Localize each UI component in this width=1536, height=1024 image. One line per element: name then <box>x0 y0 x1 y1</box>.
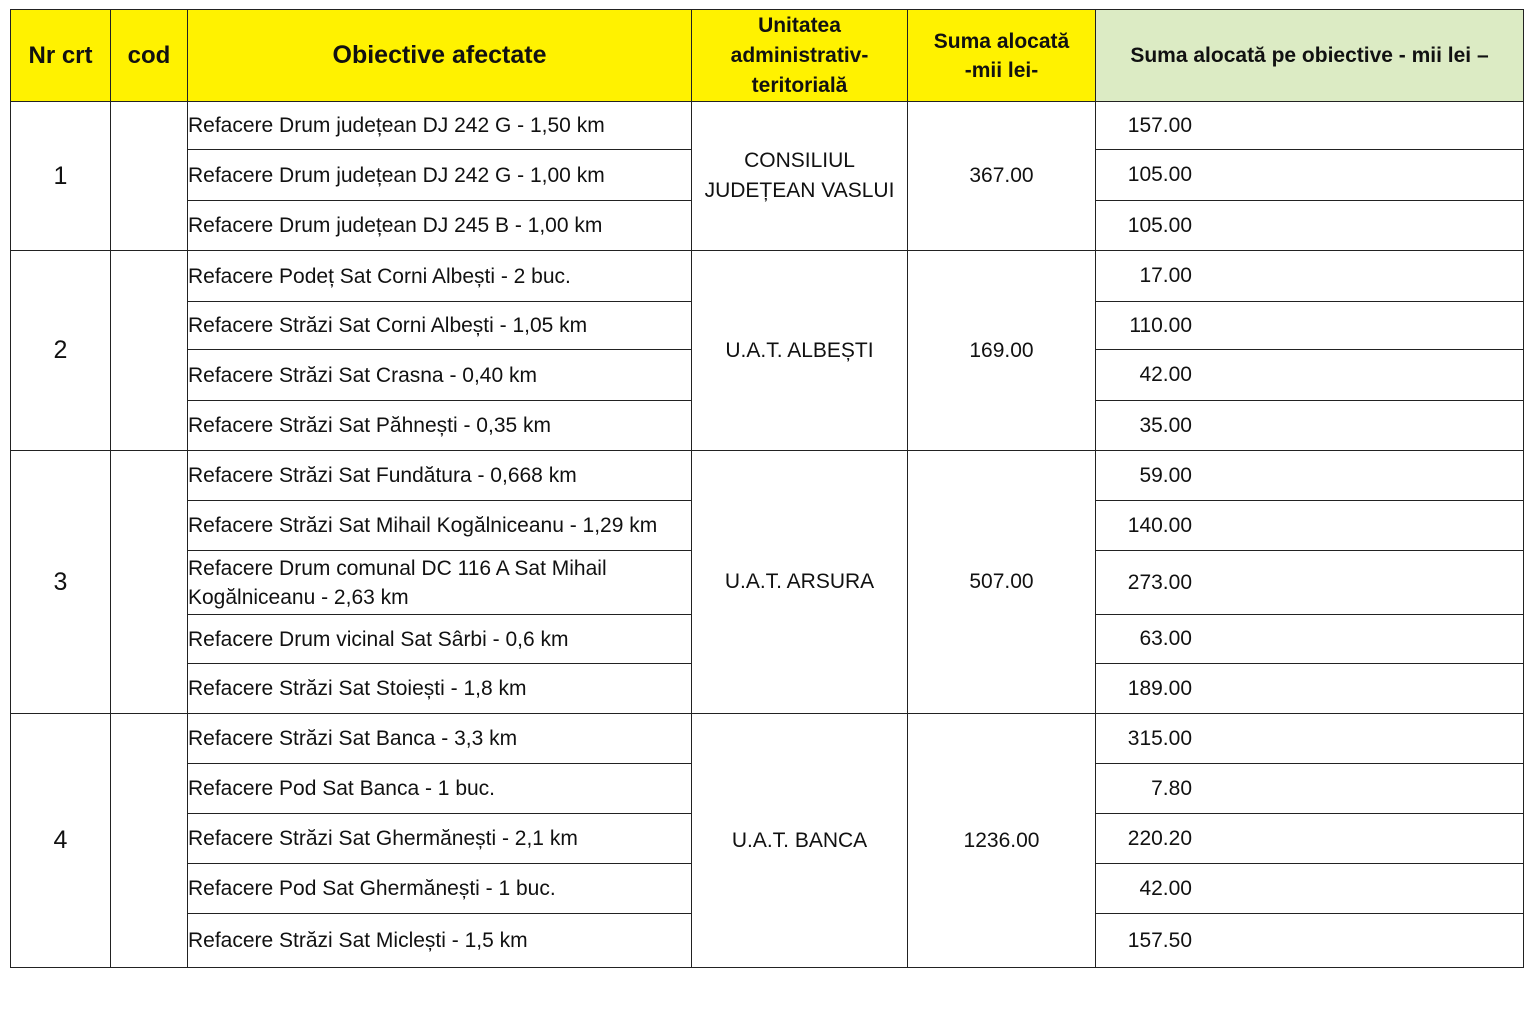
suma-obiectiv-cell <box>1096 251 1524 302</box>
uat-line: CONSILIUL <box>744 149 855 172</box>
suma-obiectiv-cell <box>1096 914 1524 968</box>
obiectiv-cell: Refacere Podeț Sat Corni Albești - 2 buc. <box>188 251 692 302</box>
obiectiv-cell: Refacere Pod Sat Ghermănești - 1 buc. <box>188 864 692 914</box>
table-row <box>11 251 1524 302</box>
uat-cell <box>692 251 908 451</box>
suma-obiectiv-cell <box>1096 102 1524 150</box>
obiectiv-cell: Refacere Pod Sat Banca - 1 buc. <box>188 764 692 814</box>
suma-alocata-cell: 1236.00 <box>908 714 1096 968</box>
header-suma-line: Suma alocată <box>933 29 1070 53</box>
table-row <box>11 102 1524 150</box>
suma-obiectiv-cell <box>1096 401 1524 451</box>
suma-obiectiv-cell <box>1096 350 1524 401</box>
obiectiv-cell: Refacere Drum comunal DC 116 A Sat Mihail Kogălniceanu - 2,63 km <box>188 551 692 615</box>
header-cod: cod <box>111 10 188 102</box>
suma-alocata-cell: 367.00 <box>908 102 1096 251</box>
suma-obiectiv-cell <box>1096 201 1524 251</box>
header-suma-line: -mii lei- <box>964 58 1039 82</box>
suma-obiectiv-value: 189.00 <box>1127 676 1192 700</box>
header-nr-crt: Nr crt <box>11 10 111 102</box>
nr-crt-cell: 3 <box>11 451 111 714</box>
uat-cell <box>692 714 908 968</box>
obiectiv-cell: Refacere Străzi Sat Păhnești - 0,35 km <box>188 401 692 451</box>
suma-obiectiv-value: 42.00 <box>1139 363 1192 386</box>
header-unitatea-administrativ-teritoriala <box>692 10 908 102</box>
cod-cell <box>111 451 188 714</box>
suma-obiectiv-value: 7.80 <box>1151 776 1192 800</box>
suma-obiectiv-cell <box>1096 814 1524 864</box>
suma-obiectiv-value: 59.00 <box>1139 463 1192 487</box>
nr-crt-cell: 1 <box>11 102 111 251</box>
obiectiv-cell: Refacere Drum județean DJ 242 G - 1,00 km <box>188 150 692 201</box>
header-uat-line: teritorială <box>751 73 848 97</box>
obiectiv-cell: Refacere Drum vicinal Sat Sârbi - 0,6 km <box>188 615 692 664</box>
suma-obiectiv-cell <box>1096 864 1524 914</box>
suma-obiectiv-cell <box>1096 551 1524 615</box>
suma-obiectiv-value: 35.00 <box>1139 413 1192 437</box>
obiectiv-cell: Refacere Străzi Sat Corni Albești - 1,05 km <box>188 302 692 350</box>
suma-obiectiv-cell <box>1096 150 1524 201</box>
obiectiv-cell: Refacere Drum județean DJ 242 G - 1,50 km <box>188 102 692 150</box>
obiectiv-cell: Refacere Străzi Sat Stoiești - 1,8 km <box>188 664 692 714</box>
suma-obiectiv-value: 42.00 <box>1139 876 1192 900</box>
suma-obiectiv-value: 315.00 <box>1127 726 1192 750</box>
obiectiv-cell: Refacere Străzi Sat Mihail Kogălniceanu - 1,29 km <box>188 501 692 551</box>
suma-obiectiv-value: 140.00 <box>1127 513 1192 537</box>
header-suma-alocata <box>908 10 1096 102</box>
suma-obiectiv-value: 273.00 <box>1127 570 1192 594</box>
uat-cell <box>692 102 908 251</box>
suma-obiectiv-cell <box>1096 714 1524 764</box>
suma-obiectiv-cell <box>1096 302 1524 350</box>
obiectiv-cell: Refacere Drum județean DJ 245 B - 1,00 km <box>188 201 692 251</box>
allocation-table <box>10 9 1524 968</box>
header-obiective-afectate: Obiective afectate <box>188 10 692 102</box>
uat-cell <box>692 451 908 714</box>
obiectiv-cell: Refacere Străzi Sat Banca - 3,3 km <box>188 714 692 764</box>
uat-line: U.A.T. ARSURA <box>724 570 875 593</box>
uat-line: U.A.T. ALBEȘTI <box>725 338 874 362</box>
cod-cell <box>111 251 188 451</box>
suma-obiectiv-cell <box>1096 664 1524 714</box>
suma-obiectiv-cell <box>1096 501 1524 551</box>
cod-cell <box>111 714 188 968</box>
nr-crt-cell: 2 <box>11 251 111 451</box>
suma-obiectiv-value: 105.00 <box>1127 213 1192 237</box>
table-row <box>11 714 1524 764</box>
suma-obiectiv-value: 63.00 <box>1139 627 1192 650</box>
suma-obiectiv-value: 17.00 <box>1139 264 1192 287</box>
header-uat-line: Unitatea <box>758 13 841 37</box>
suma-alocata-cell: 169.00 <box>908 251 1096 451</box>
suma-obiectiv-value: 220.20 <box>1127 826 1192 850</box>
header-uat-line: administrativ- <box>730 43 869 67</box>
uat-line: U.A.T. BANCA <box>731 828 868 852</box>
suma-obiectiv-value: 110.00 <box>1129 313 1192 337</box>
obiectiv-cell: Refacere Străzi Sat Crasna - 0,40 km <box>188 350 692 401</box>
suma-alocata-cell: 507.00 <box>908 451 1096 714</box>
suma-obiectiv-cell <box>1096 615 1524 664</box>
suma-obiectiv-value: 105.00 <box>1127 163 1192 186</box>
uat-line: JUDEȚEAN VASLUI <box>704 179 895 202</box>
suma-obiectiv-value: 157.00 <box>1127 113 1192 137</box>
suma-obiectiv-cell <box>1096 764 1524 814</box>
header-row <box>11 10 1524 102</box>
obiectiv-cell: Refacere Străzi Sat Miclești - 1,5 km <box>188 914 692 968</box>
nr-crt-cell: 4 <box>11 714 111 968</box>
cod-cell <box>111 102 188 251</box>
header-suma-alocata-pe-obiective: Suma alocată pe obiective - mii lei – <box>1096 10 1524 102</box>
table-row <box>11 451 1524 501</box>
obiectiv-cell: Refacere Străzi Sat Ghermănești - 2,1 km <box>188 814 692 864</box>
suma-obiectiv-cell <box>1096 451 1524 501</box>
suma-obiectiv-value: 157.50 <box>1127 928 1192 952</box>
obiectiv-cell: Refacere Străzi Sat Fundătura - 0,668 km <box>188 451 692 501</box>
